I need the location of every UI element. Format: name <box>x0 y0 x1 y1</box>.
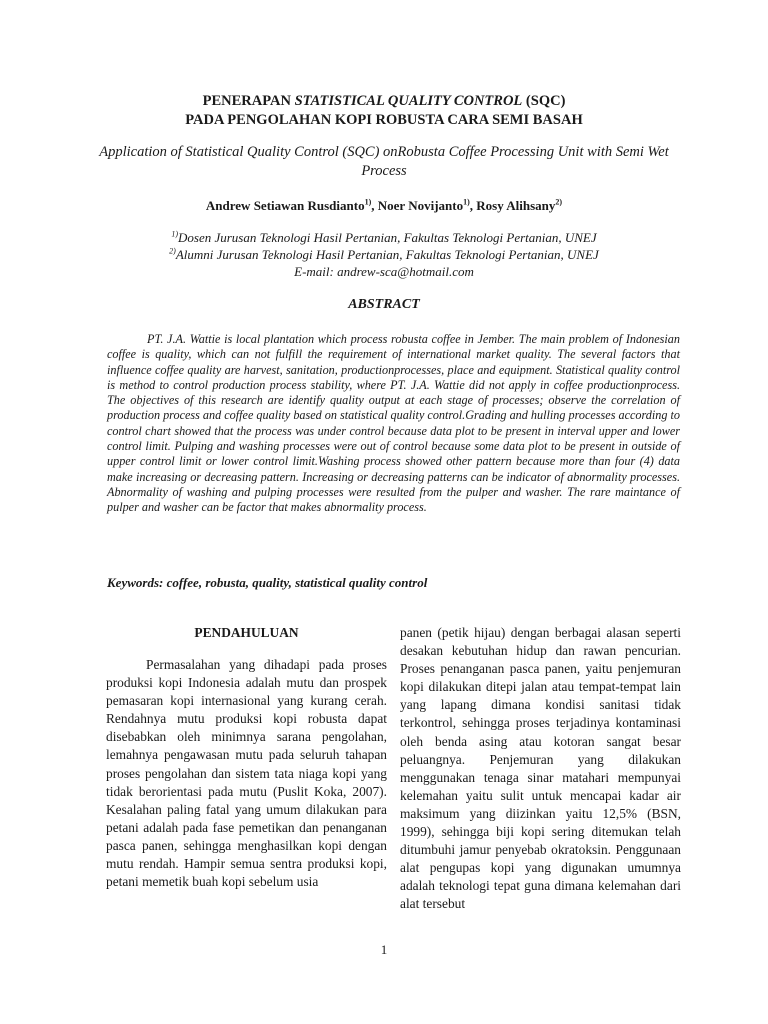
affiliation-1: $^{1)}$Dosen Jurusan Teknologi Hasil Pertanian, Fakultas Teknologi Pertanian, UNEJ <box>171 229 597 245</box>
author-list: Andrew Setiawan Rusdianto$^{1)}$, Noer Novijanto$^{1)}$, Rosy Alihsany$^{2)}$ <box>205 197 563 213</box>
author-email: E-mail: andrew-sca@hotmail.com <box>294 264 474 279</box>
left-column <box>106 624 387 891</box>
author-2: , Noer Novijanto <box>371 198 464 213</box>
english-subtitle: Application of Statistical Quality Control (SQC) onRobusta Coffee Processing Unit with Semi Wet Process <box>99 144 669 179</box>
page-number: 1 <box>380 942 388 957</box>
affiliation-2: $^{2)}$Alumni Jurusan Teknologi Hasil Pertanian, Fakultas Teknologi Pertanian, UNEJ <box>169 246 599 262</box>
title-line-1: PENERAPAN STATISTICAL QUALITY CONTROL (SQC) <box>202 93 566 109</box>
author-3: , Rosy Alihsany <box>469 198 556 213</box>
paper-title <box>0 92 768 130</box>
title-italic-term: STATISTICAL QUALITY CONTROL <box>294 93 523 109</box>
affiliations <box>0 229 768 280</box>
keywords: Keywords: coffee, robusta, quality, statistical quality control <box>107 575 428 590</box>
right-column <box>400 624 681 914</box>
author-1: Andrew Setiawan Rusdianto <box>205 198 365 213</box>
abstract-text: PT. J.A. Wattie is local plantation which process robusta coffee in Jember. The main problem of Indonesian coffee is quality, which can not fulfill the requirement of international market quality. The several factors that influence coffee quality are harvest, sanitation, productionprocesses, place and equipment. Statistical quality control is method to control production process stability, where PT. J.A. Wattie did not apply in coffee productionprocess. The objectives of this research are identify quality output at each stage of processes; observe the correlation of production process and coffee quality based on statistical quality control.Grading and hulling processes according to control chart showed that the process was under control because data plot to be present in interval upper and lower control limit. Pulping and washing processes were out of control because some data plot to be present in outside of upper control limit or lower control limit.Washing process showed other pattern because more than four (4) data make increasing or decreasing pattern. Increasing or decreasing patterns can be indicator of abnormality processes. Abnormality of washing and pulping processes were resulted from the pulper and washer. The rare maintance of pulper and washer can be factor that makes abnormality process. <box>107 332 680 515</box>
title-line-2: PADA PENGOLAHAN KOPI ROBUSTA CARA SEMI BASAH <box>185 112 583 128</box>
intro-paragraph-left: Permasalahan yang dihadapi pada proses produksi kopi Indonesia adalah mutu dan prospek pemasaran kopi internasional yang kurang cerah. Rendahnya mutu produksi kopi robusta dapat disebabkan oleh minimnya sarana pengolahan, lemahnya pengawasan mutu pada seluruh tahapan proses pengolahan dan sistem tata niaga kopi yang tidak berorientasi pada mutu (Puslit Koka, 2007). Kesalahan paling fatal yang umum dilakukan para petani adalah pada fase pemetikan dan penanganan pasca panen, sehingga menghasilkan kopi dengan mutu rendah. Hampir semua sentra produksi kopi, petani memetik buah kopi sebelum usia <box>106 657 387 890</box>
intro-paragraph-right: panen (petik hijau) dengan berbagai alasan seperti desakan kebutuhan hidup dan rawan pencurian. Proses penanganan pasca panen, yaitu penjemuran kopi dilakukan ditepi jalan atau tempat-tempat lain yang lapang dimana kondisi sanitasi tidak terkontrol, sehingga proses terjadinya kontaminasi oleh benda asing atau kotoran sangat besar peluangnya. Penjemuran yang dilakukan menggunakan tenaga sinar matahari mempunyai kelemahan yaitu sulit untuk mencapai kadar air maksimum yang diizinkan yaitu 12,5% (BSN, 1999), sehingga biji kopi sering ditemukan telah ditumbuhi jamur penyebab okratoksin. Penggunaan alat pengupas kopi yang digunakan umumnya adalah teknologi tepat guna dimana kelemahan dari alat tersebut <box>400 625 681 912</box>
abstract-heading: ABSTRACT <box>348 297 420 312</box>
section-heading: PENDAHULUAN <box>194 625 299 640</box>
